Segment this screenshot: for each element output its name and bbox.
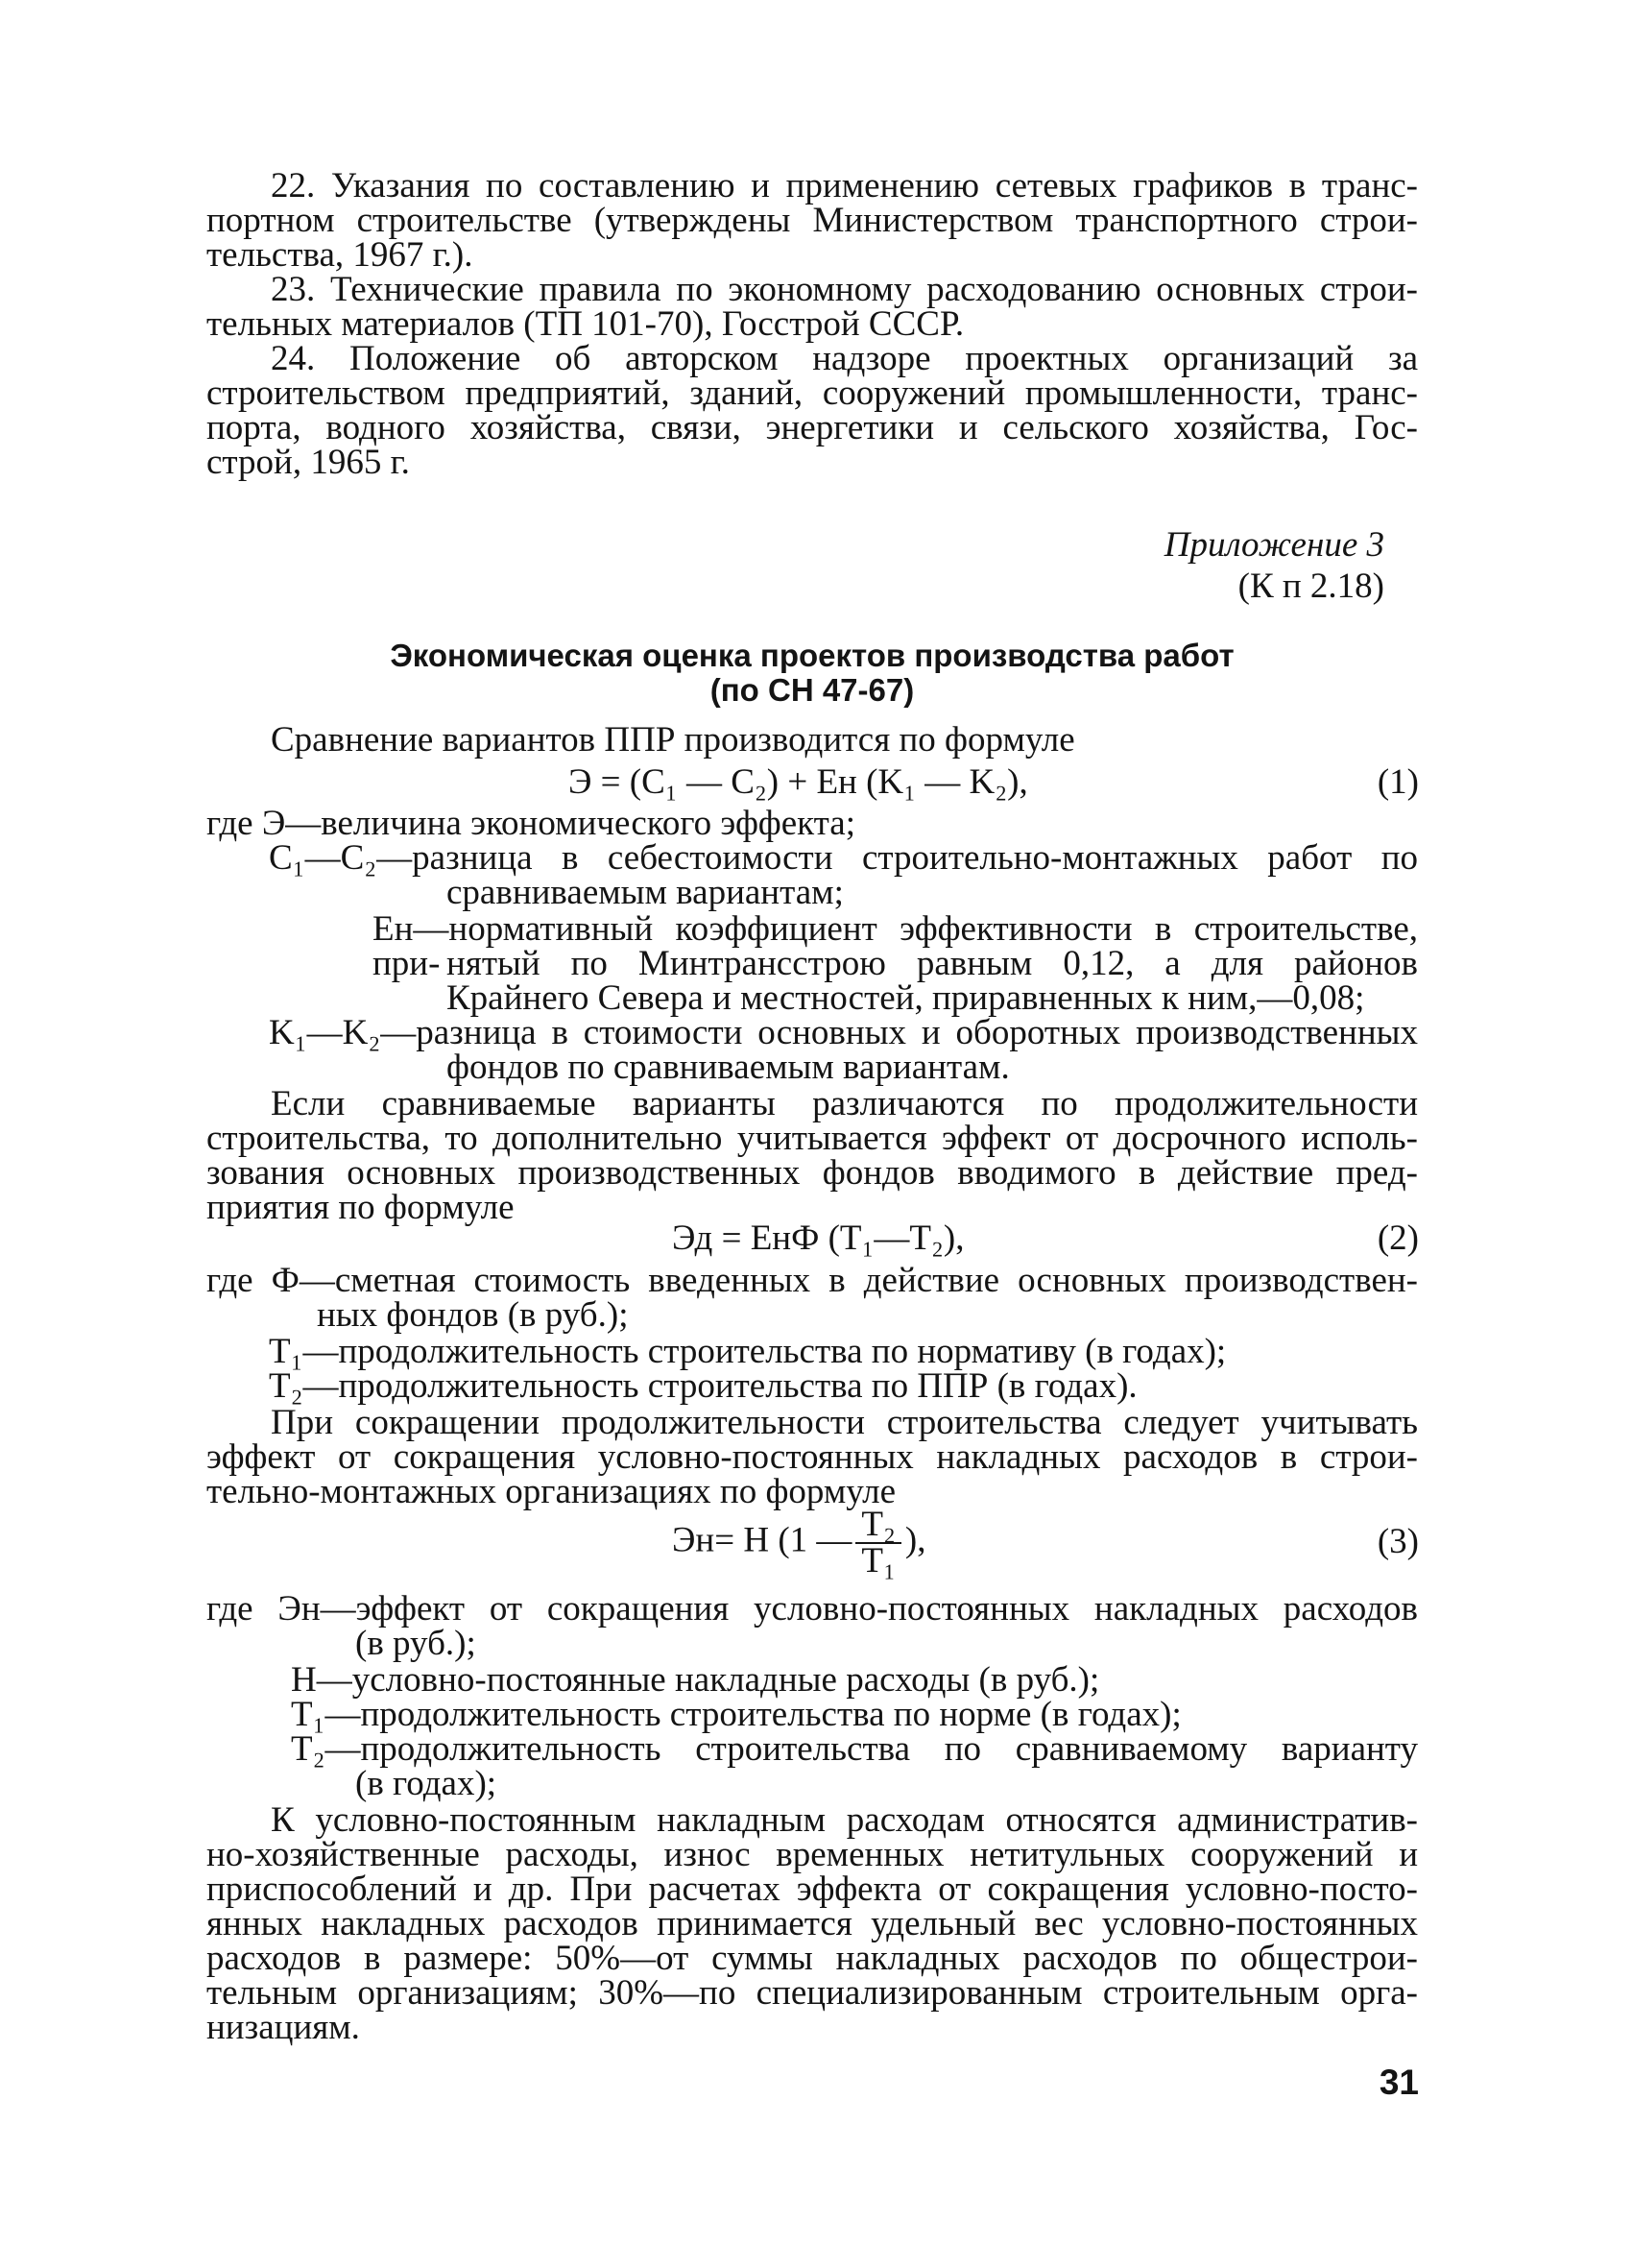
- reference-24-line4: строй, 1965 г.: [206, 443, 410, 482]
- appendix-reference: (К п 2.18): [1237, 567, 1384, 606]
- definition-en3-line2: (в руб.);: [355, 1624, 476, 1663]
- formula-3-rhs: ),: [904, 1520, 926, 1560]
- paragraph-3-line2: эффект от сокращения условно-постоянных накладных расходов в строи-: [206, 1437, 1418, 1477]
- reference-22-line1: 22. Указания по составлению и применению сетевых графиков в транс-: [271, 166, 1418, 205]
- formula-3-numerator: T₂: [855, 1508, 901, 1544]
- paragraph-4-line3: приспособлений и др. При расчетах эффекта от сокращения условно-посто-: [206, 1870, 1418, 1909]
- heading-line1: Экономическая оценка проектов производства работ: [390, 638, 1235, 673]
- definition-en-line2: нятый по Минтрансстрою равным 0,12, а для районов: [446, 944, 1418, 983]
- paragraph-4-line2: но-хозяйственные расходы, износ временных нетитульных сооружений и: [206, 1835, 1418, 1874]
- definition-k-line1: K₁—K₂—разница в стоимости основных и оборотных производственных: [269, 1013, 1418, 1052]
- paragraph-2: [206, 1084, 1418, 1227]
- reference-23-line2: тельных материалов (ТП 101-70), Госстрой СССР.: [206, 304, 965, 344]
- page-number: 31: [1379, 2063, 1419, 2102]
- section-heading: [206, 639, 1418, 708]
- paragraph-3-line3: тельно-монтажных организациях по формуле: [206, 1472, 897, 1511]
- formula-3: [672, 1505, 926, 1580]
- definition-c-line1: C₁—C₂—разница в себестоимости строительно-монтажных работ по: [269, 838, 1418, 878]
- formula-2-number: (2): [1377, 1218, 1419, 1258]
- reference-24-line1: 24. Положение об авторском надзоре проектных организаций за: [271, 339, 1418, 378]
- definition-k-line2: фондов по сравниваемым вариантам.: [446, 1048, 1010, 1087]
- definition-h: H—условно-постоянные накладные расходы (в руб.);: [291, 1660, 1100, 1700]
- formula-1-number: (1): [1377, 762, 1419, 802]
- reference-22-line3: тельства, 1967 г.).: [206, 235, 473, 275]
- definition-e: где Э—величина экономического эффекта;: [206, 804, 855, 843]
- paragraph-4-line1: К условно-постоянным накладным расходам относятся административ-: [271, 1800, 1418, 1840]
- formula-1: Э = (C₁ — C₂) + Eн (K₁ — K₂),: [568, 762, 1028, 802]
- paragraph-2-line2: строительства, то дополнительно учитывается эффект от досрочного исполь-: [206, 1119, 1418, 1158]
- definition-f-line2: ных фондов (в руб.);: [317, 1295, 629, 1335]
- paragraph-3: [206, 1403, 1418, 1511]
- paragraph-2-line1: Если сравниваемые варианты различаются по продолжительности: [271, 1084, 1418, 1123]
- formula-3-fraction: [855, 1505, 901, 1580]
- formula-3-denominator: T₁: [861, 1541, 896, 1580]
- definition-en-line3: Крайнего Севера и местностей, приравненных к ним,—0,08;: [446, 978, 1365, 1018]
- definition-t2: T₂—продолжительность строительства по ППР (в годах).: [269, 1366, 1138, 1406]
- definition-t2-variant-line2: (в годах);: [355, 1764, 497, 1803]
- definition-en-line1: Eн—нормативный коэффициент эффективности в строительстве, при-: [372, 909, 1418, 983]
- definition-t2-variant-line1: T₂—продолжительность строительства по сравниваемому варианту: [291, 1729, 1418, 1769]
- reference-24-line3: порта, водного хозяйства, связи, энергетики и сельского хозяйства, Гос-: [206, 408, 1418, 447]
- definition-en3-line1: где Эн—эффект от сокращения условно-постоянных накладных расходов: [206, 1589, 1418, 1629]
- heading-line2: (по СН 47-67): [709, 672, 915, 708]
- paragraph-3-line1: При сокращении продолжительности строительства следует учитывать: [271, 1403, 1418, 1442]
- definition-c-line2: сравниваемым вариантам;: [446, 873, 844, 912]
- paragraph-4: [206, 1800, 1418, 2047]
- reference-24-line2: строительством предприятий, зданий, сооружений промышленности, транс-: [206, 374, 1418, 413]
- paragraph-4-line7: низациям.: [206, 2008, 360, 2047]
- definition-t1-norm: T₁—продолжительность строительства по норме (в годах);: [291, 1695, 1182, 1734]
- paragraph-4-line5: расходов в размере: 50%—от суммы накладных расходов по общестрои-: [206, 1939, 1418, 1978]
- paragraph-4-line6: тельным организациям; 30%—по специализированным строительным орга-: [206, 1973, 1418, 2013]
- paragraph-2-line4: приятия по формуле: [206, 1188, 515, 1227]
- paragraph-4-line4: янных накладных расходов принимается удельный вес условно-постоянных: [206, 1904, 1418, 1943]
- definition-f-line1: где Ф—сметная стоимость введенных в действие основных производствен-: [206, 1261, 1418, 1300]
- reference-23-line1: 23. Технические правила по экономному расходованию основных строи-: [271, 270, 1418, 309]
- appendix-label: Приложение 3: [1164, 525, 1384, 565]
- intro-text: Сравнение вариантов ППР производится по формуле: [271, 720, 1075, 760]
- definition-t1: T₁—продолжительность строительства по нормативу (в годах);: [269, 1332, 1227, 1371]
- reference-22-line2: портном строительстве (утверждены Министерством транспортного строи-: [206, 201, 1418, 240]
- formula-3-number: (3): [1377, 1522, 1419, 1561]
- formula-3-lhs: Эн= H (1 —: [672, 1520, 852, 1560]
- formula-2: Эд = EнФ (T₁—T₂),: [672, 1218, 965, 1258]
- reference-list: [206, 166, 1418, 482]
- paragraph-2-line3: зования основных производственных фондов вводимого в действие пред-: [206, 1153, 1418, 1193]
